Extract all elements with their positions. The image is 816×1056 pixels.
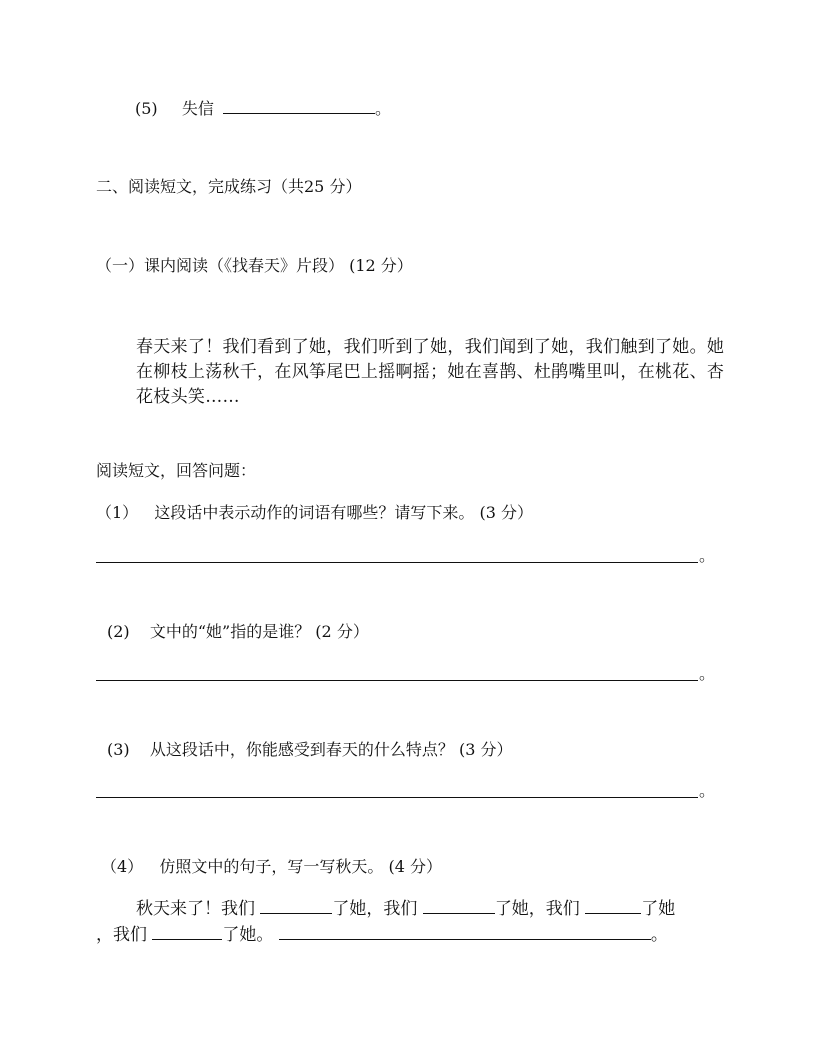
answer-line-q1[interactable] xyxy=(96,562,698,563)
reading-instruction: 阅读短文，回答问题： xyxy=(96,461,257,480)
question-1-number: （1） xyxy=(96,503,139,522)
question-1 xyxy=(96,503,533,523)
question-3 xyxy=(107,740,512,760)
question-5 xyxy=(135,99,391,119)
question-4-number: （4） xyxy=(101,857,144,876)
autumn-text-6: 了她。 xyxy=(222,925,274,945)
question-5-end: 。 xyxy=(374,99,391,118)
question-2 xyxy=(107,622,369,642)
question-5-number: (5) xyxy=(135,99,158,118)
answer-blank-autumn-1[interactable] xyxy=(260,899,332,914)
autumn-line-2 xyxy=(96,925,668,945)
autumn-text-1: 秋天来了！我们 xyxy=(136,899,255,919)
answer-line-q1-end: 。 xyxy=(699,546,716,565)
reading-passage: 春天来了！我们看到了她，我们听到了她，我们闻到了她，我们触到了她。她在柳枝上荡秋千，在风筝尾巴上摇啊摇；她在喜鹊、杜鹃嘴里叫，在桃花、杏花枝头笑…… xyxy=(136,337,725,407)
question-3-number: (3) xyxy=(107,740,130,759)
autumn-text-2: 了她，我们 xyxy=(332,899,418,919)
part-1-heading: （一）课内阅读（《找春天》片段） (12 分） xyxy=(96,256,413,275)
autumn-text-4: 了她 xyxy=(641,899,676,919)
question-2-number: (2) xyxy=(107,622,130,641)
answer-blank-q5[interactable] xyxy=(223,99,375,114)
autumn-text-5: ，我们 xyxy=(96,925,147,945)
answer-blank-autumn-2[interactable] xyxy=(423,899,495,914)
section-2-heading: 二、阅读短文，完成练习（共25 分） xyxy=(96,177,362,196)
autumn-line-1 xyxy=(136,899,675,919)
question-1-text: 这段话中表示动作的词语有哪些？请写下来。 (3 分） xyxy=(154,503,533,522)
answer-blank-autumn-3[interactable] xyxy=(585,899,641,914)
answer-line-q3[interactable] xyxy=(96,797,698,798)
answer-line-q3-end: 。 xyxy=(699,781,716,800)
answer-line-q2-end: 。 xyxy=(699,664,716,683)
autumn-text-3: 了她，我们 xyxy=(494,899,580,919)
autumn-line-end: 。 xyxy=(650,925,668,945)
question-3-text: 从这段话中，你能感受到春天的什么特点？ (3 分） xyxy=(149,740,513,759)
question-2-text: 文中的“她”指的是谁？ (2 分） xyxy=(149,622,369,641)
answer-blank-autumn-4[interactable] xyxy=(152,925,222,940)
answer-blank-autumn-5[interactable] xyxy=(279,925,651,940)
question-4-text: 仿照文中的句子，写一写秋天。 (4 分） xyxy=(159,857,442,876)
answer-line-q2[interactable] xyxy=(96,680,698,681)
question-5-word: 失信 xyxy=(181,99,214,118)
question-4 xyxy=(101,857,442,877)
